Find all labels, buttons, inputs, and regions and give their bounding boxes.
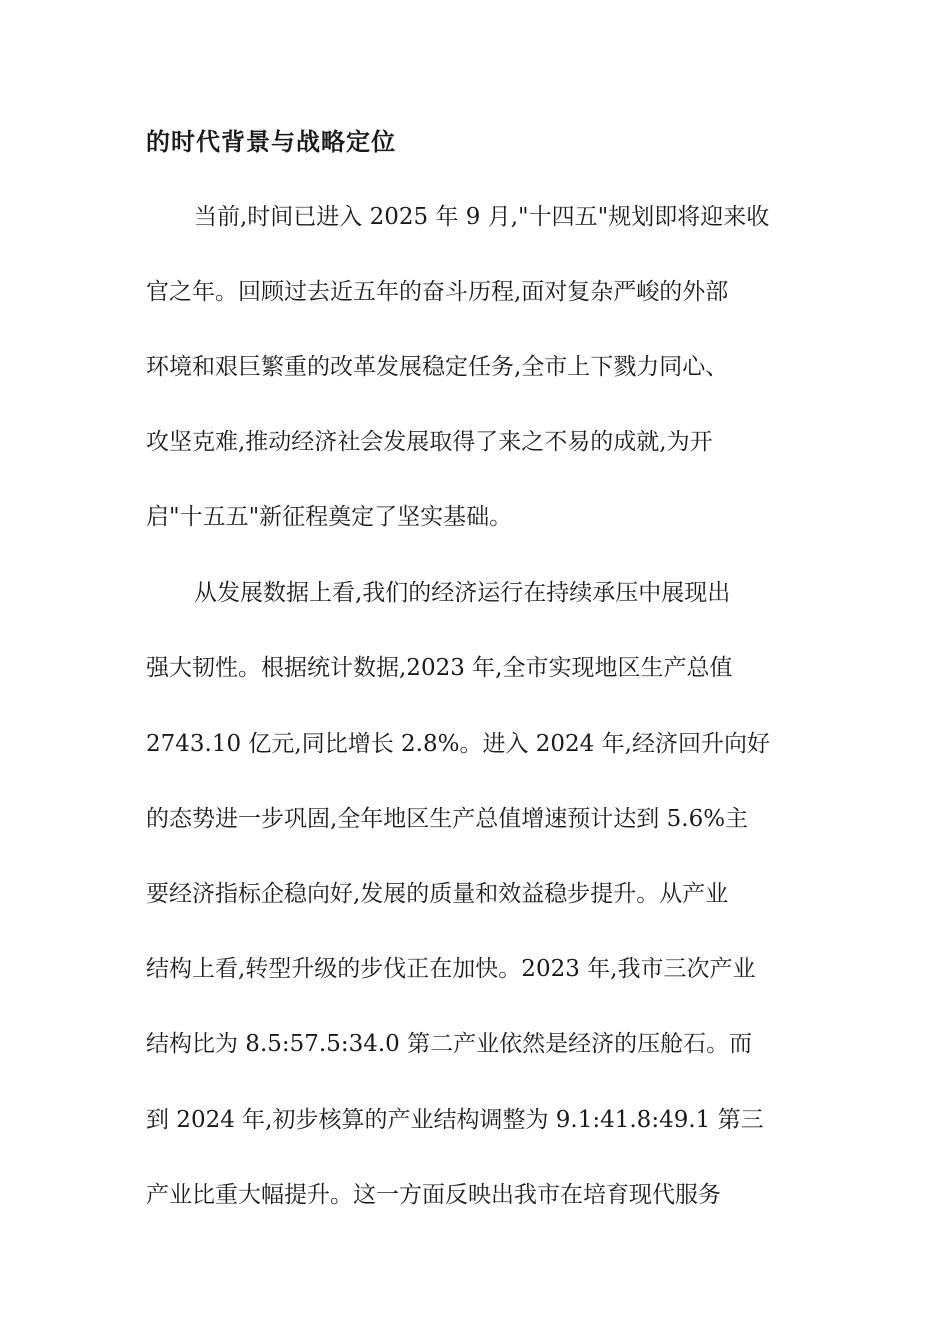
paragraph-2-line-1: 从发展数据上看,我们的经济运行在持续承压中展现出: [194, 580, 731, 606]
paragraph-2-line-4: 的态势进一步巩固,全年地区生产总值增速预计达到 5.6%主: [146, 806, 749, 832]
paragraph-1-line-3: 环境和艰巨繁重的改革发展稳定任务,全市上下戮力同心、: [146, 354, 729, 380]
paragraph-1-line-4: 攻坚克难,推动经济社会发展取得了来之不易的成就,为开: [146, 429, 713, 455]
paragraph-2-line-8: 到 2024 年,初步核算的产业结构调整为 9.1:41.8:49.1 第三: [146, 1107, 764, 1133]
paragraph-2-line-9: 产业比重大幅提升。这一方面反映出我市在培育现代服务: [146, 1182, 721, 1208]
paragraph-1-line-2: 官之年。回顾过去近五年的奋斗历程,面对复杂严峻的外部: [146, 279, 729, 305]
paragraph-2-line-3: 2743.10 亿元,同比增长 2.8%。进入 2024 年,经济回升向好: [146, 731, 770, 757]
paragraph-2-line-7: 结构比为 8.5:57.5:34.0 第二产业依然是经济的压舱石。而: [146, 1031, 753, 1057]
section-heading: 的时代背景与战略定位: [146, 127, 396, 156]
paragraph-2-line-5: 要经济指标企稳向好,发展的质量和效益稳步提升。从产业: [146, 881, 729, 907]
paragraph-1-line-5: 启"十五五"新征程奠定了坚实基础。: [146, 504, 513, 530]
paragraph-2-line-6: 结构上看,转型升级的步伐正在加快。2023 年,我市三次产业: [146, 956, 756, 982]
paragraph-1-line-1: 当前,时间已进入 2025 年 9 月,"十四五"规划即将迎来收: [194, 204, 770, 230]
paragraph-2-line-2: 强大韧性。根据统计数据,2023 年,全市实现地区生产总值: [146, 655, 733, 681]
